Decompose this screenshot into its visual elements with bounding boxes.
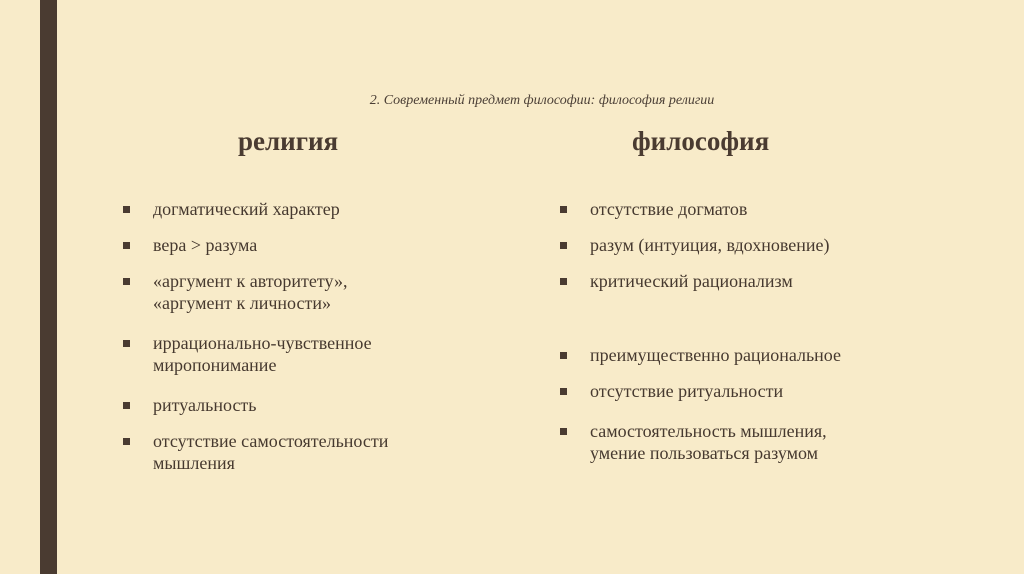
- square-bullet-icon: [123, 278, 130, 285]
- list-item: критический рационализм: [560, 270, 793, 292]
- list-item: отсутствие ритуальности: [560, 380, 783, 402]
- list-item: разум (интуиция, вдохновение): [560, 234, 829, 256]
- list-item: вера > разума: [123, 234, 257, 256]
- square-bullet-icon: [123, 402, 130, 409]
- list-item: ритуальность: [123, 394, 257, 416]
- list-item: преимущественно рациональное: [560, 344, 841, 366]
- square-bullet-icon: [123, 242, 130, 249]
- square-bullet-icon: [123, 206, 130, 213]
- square-bullet-icon: [560, 388, 567, 395]
- list-item: иррационально-чувственное миропонимание: [123, 332, 372, 376]
- square-bullet-icon: [123, 340, 130, 347]
- accent-bar: [40, 0, 57, 574]
- slide-margin: [0, 0, 40, 574]
- square-bullet-icon: [560, 206, 567, 213]
- heading-philosophy: философия: [632, 126, 770, 156]
- list-item: самостоятельность мышления, умение пользоваться разумом: [560, 420, 827, 464]
- square-bullet-icon: [560, 242, 567, 249]
- list-item: догматический характер: [123, 198, 340, 220]
- list-item: отсутствие самостоятельности мышления: [123, 430, 388, 474]
- square-bullet-icon: [560, 352, 567, 359]
- square-bullet-icon: [123, 438, 130, 445]
- square-bullet-icon: [560, 278, 567, 285]
- heading-religion: религия: [238, 126, 339, 156]
- square-bullet-icon: [560, 428, 567, 435]
- list-item: отсутствие догматов: [560, 198, 747, 220]
- list-item: «аргумент к авторитету», «аргумент к личности»: [123, 270, 348, 314]
- slide-title: 2. Современный предмет философии: философия религии: [369, 93, 715, 108]
